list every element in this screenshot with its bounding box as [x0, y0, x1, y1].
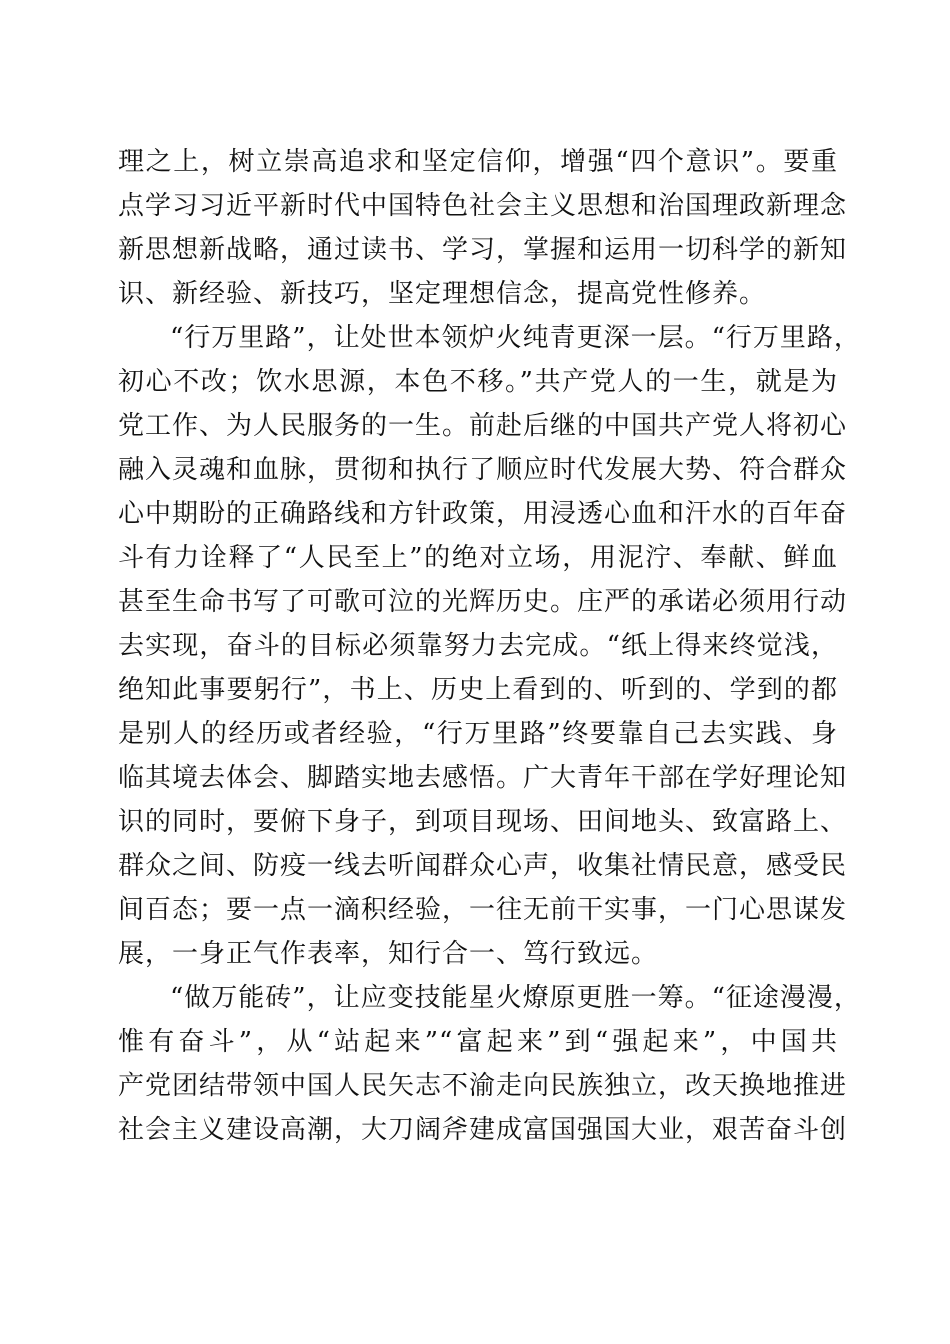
text-line: 斗有力诠释了“人民至上”的绝对立场，用泥泞、奉献、鲜血	[118, 543, 838, 573]
text-line: 理之上，树立崇高追求和坚定信仰，增强“四个意识”。要重	[118, 147, 838, 177]
text-line: 临其境去体会、脚踏实地去感悟。广大青年干部在学好理论知	[118, 763, 848, 793]
text-line: 去实现，奋斗的目标必须靠努力去完成。“纸上得来终觉浅，	[118, 631, 838, 661]
paragraph-first-line: “行万里路”，让处世本领炉火纯青更深一层。“行万里路，	[170, 323, 861, 353]
text-line: 间百态；要一点一滴积经验，一往无前干实事，一门心思谋发	[118, 895, 848, 925]
text-line: 点学习习近平新时代中国特色社会主义思想和治国理政新理念	[118, 191, 848, 221]
text-line: 新思想新战略，通过读书、学习，掌握和运用一切科学的新知	[118, 235, 848, 265]
text-line: 初心不改；饮水思源，本色不移。”共产党人的一生，就是为	[118, 367, 838, 397]
text-line: 党工作、为人民服务的一生。前赴后继的中国共产党人将初心	[118, 411, 848, 441]
text-line: 社会主义建设高潮，大刀阔斧建成富国强国大业，艰苦奋斗创	[118, 1115, 848, 1145]
text-line: 甚至生命书写了可歌可泣的光辉历史。庄严的承诺必须用行动	[118, 587, 848, 617]
text-line: 绝知此事要躬行”，书上、历史上看到的、听到的、学到的都	[118, 675, 838, 705]
text-line: 识的同时，要俯下身子，到项目现场、田间地头、致富路上、	[118, 807, 848, 837]
paragraph-first-line: “做万能砖”，让应变技能星火燎原更胜一筹。“征途漫漫，	[170, 983, 861, 1013]
text-line: 识、新经验、新技巧，坚定理想信念，提高党性修养。	[118, 279, 767, 309]
text-line: 展，一身正气作表率，知行合一、笃行致远。	[118, 939, 659, 969]
text-line: 是别人的经历或者经验，“行万里路”终要靠自己去实践、身	[118, 719, 838, 749]
text-line: 群众之间、防疫一线去听闻群众心声，收集社情民意，感受民	[118, 851, 848, 881]
text-line: 心中期盼的正确路线和方针政策，用浸透心血和汗水的百年奋	[118, 499, 848, 529]
text-line: 融入灵魂和血脉，贯彻和执行了顺应时代发展大势、符合群众	[118, 455, 848, 485]
text-line: 惟有奋斗”，从“站起来”“富起来”到“强起来”，中国共	[118, 1027, 838, 1057]
text-line: 产党团结带领中国人民矢志不渝走向民族独立，改天换地推进	[118, 1071, 848, 1101]
